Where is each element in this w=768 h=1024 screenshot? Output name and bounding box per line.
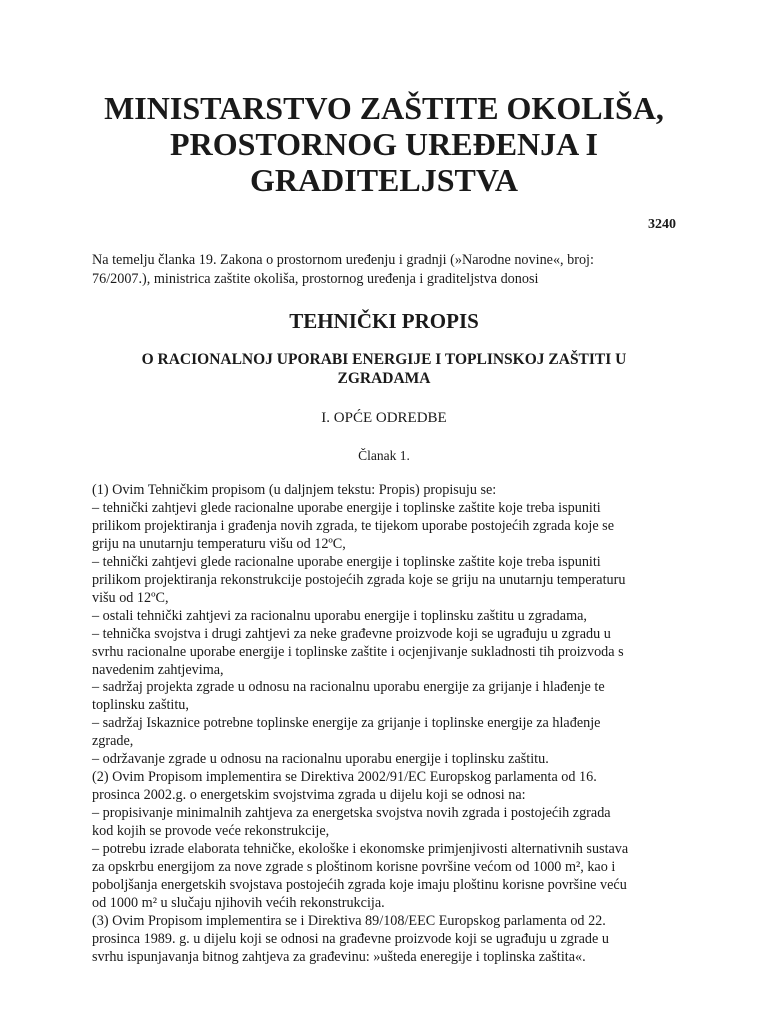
ministry-heading-line: MINISTARSTVO ZAŠTITE OKOLIŠA, <box>104 90 664 126</box>
body-line: toplinsku zaštitu, <box>92 697 189 714</box>
body-line: prosinca 2002.g. o energetskim svojstvima zgrada u dijelu koji se odnosi na: <box>92 787 526 804</box>
body-line: (1) Ovim Tehničkim propisom (u daljnjem tekstu: Propis) propisuju se: <box>92 482 497 498</box>
body-line: svrhu racionalne uporabe energije i toplinske zaštite i ocjenjivanje sukladnosti tih proizvoda s <box>92 643 624 660</box>
ministry-heading-line: PROSTORNOG UREĐENJA I <box>170 126 598 162</box>
intro-line: Na temelju članka 19. Zakona o prostornom uređenju i gradnji (»Narodne novine«, broj: <box>92 252 594 268</box>
body-line: od 1000 m² u slučaju njihovih većih rekonstrukcija. <box>92 894 385 911</box>
body-line: – sadržaj projekta zgrade u odnosu na racionalnu uporabu energije za grijanje i hlađenje te <box>92 679 605 696</box>
body-line: svrhu ispunjavanja bitnog zahtjeva za građevinu: »ušteda eneregije i toplinska zaštita«. <box>92 948 586 965</box>
body-line: prilikom projektiranja rekonstrukcije postojećih zgrada koje se griju na unutarnju temperaturu <box>92 571 626 588</box>
body-line: prilikom projektiranja i građenja novih zgrada, te tijekom uporabe postojećih zgrada koje se <box>92 517 615 534</box>
body-line: za opskrbu energijom za nove zgrade s ploštinom korisne površine većom od 1000 m², kao i <box>92 859 616 876</box>
body-line: višu od 12ºC, <box>92 589 169 606</box>
body-line: – održavanje zgrade u odnosu na racionalnu uporabu energije i toplinsku zaštitu. <box>92 751 549 768</box>
body-line: – propisivanje minimalnih zahtjeva za energetska svojstva novih zgrada i postojećih zgrada <box>92 805 611 822</box>
regulation-subtitle-line: ZGRADAMA <box>337 370 431 387</box>
regulation-title: TEHNIČKI PROPIS <box>289 309 479 333</box>
body-line: kod kojih se provode veće rekonstrukcije, <box>92 823 330 840</box>
body-line: prosinca 1989. g. u dijelu koji se odnosi na građevne proizvode koji se ugrađuju u zgrade u <box>92 930 609 947</box>
body-line: – tehnički zahtjevi glede racionalne uporabe energije i toplinske zaštite koje treba ispuniti <box>92 499 601 516</box>
regulation-subtitle <box>60 350 708 388</box>
document-number: 3240 <box>648 217 676 232</box>
body-line: – sadržaj Iskaznice potrebne toplinske energije za grijanje i toplinske energije za hlađenje <box>92 715 601 732</box>
article-heading: Članak 1. <box>358 448 410 463</box>
intro-line: 76/2007.), ministrica zaštite okoliša, prostornog uređenja i graditeljstva donosi <box>92 270 539 287</box>
body-line: (3) Ovim Propisom implementira se i Direktiva 89/108/EEC Europskog parlamenta od 22. <box>92 912 606 929</box>
ministry-heading-line: GRADITELJSTVA <box>250 162 518 198</box>
body-line: griju na unutarnju temperaturu višu od 12ºC, <box>92 535 346 552</box>
ministry-heading <box>60 90 708 198</box>
body-line: poboljšanja energetskih svojstava postojećih zgrada koje imaju ploštinu korisne površine veću <box>92 876 627 893</box>
body-line: – tehnička svojstva i drugi zahtjevi za neke građevne proizvode koji se ugrađuju u zgradu u <box>92 625 611 642</box>
intro-paragraph <box>92 251 692 288</box>
body-line: (2) Ovim Propisom implementira se Direktiva 2002/91/EC Europskog parlamenta od 16. <box>92 769 597 786</box>
article-body <box>92 482 692 967</box>
body-line: – tehnički zahtjevi glede racionalne uporabe energije i toplinske zaštite koje treba ispuniti <box>92 553 601 570</box>
regulation-subtitle-line: O RACIONALNOJ UPORABI ENERGIJE I TOPLINSKOJ ZAŠTITI U <box>141 351 627 368</box>
body-line: navedenim zahtjevima, <box>92 661 224 678</box>
body-line: zgrade, <box>92 733 134 750</box>
body-line: – potrebu izrade elaborata tehničke, ekološke i ekonomske primjenjivosti alternativnih sustava <box>92 841 629 858</box>
section-heading: I. OPĆE ODREDBE <box>321 410 447 426</box>
body-line: – ostali tehnički zahtjevi za racionalnu uporabu energije i toplinsku zaštitu u zgradama, <box>92 607 587 624</box>
